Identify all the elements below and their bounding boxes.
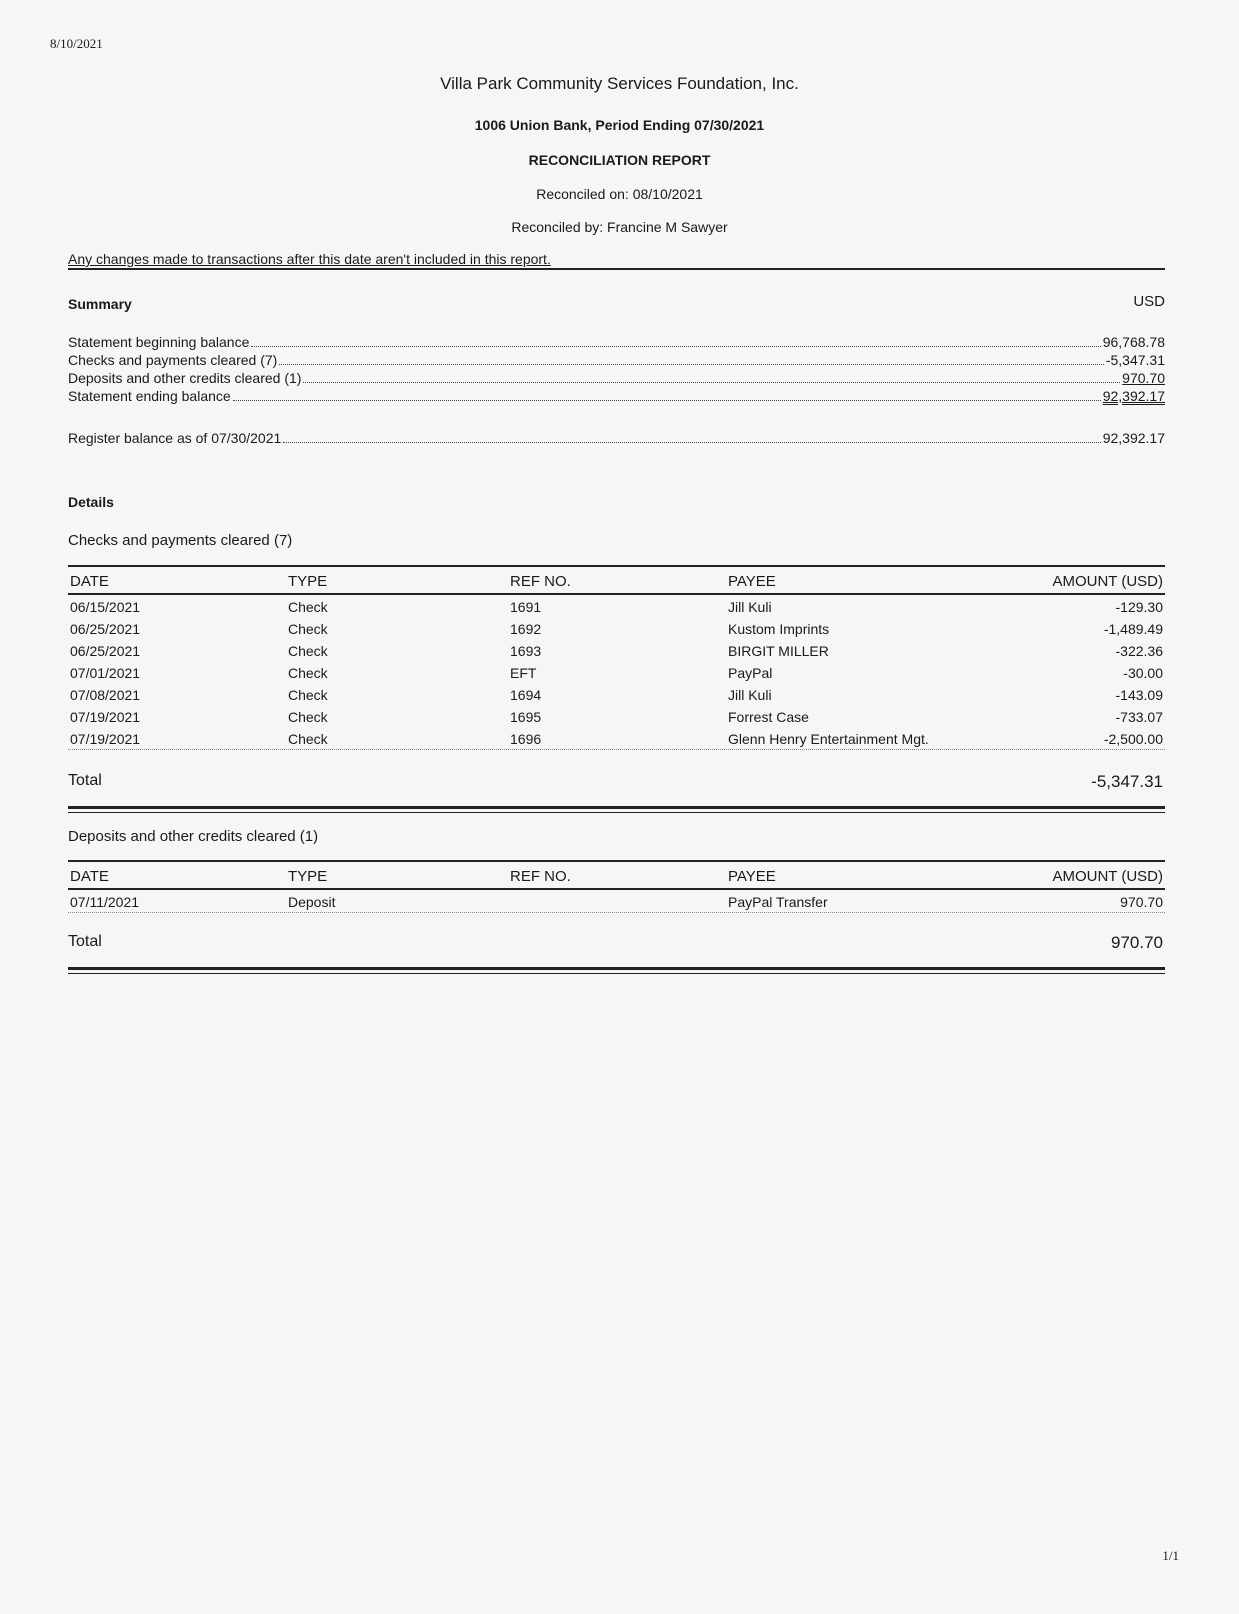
organization-name: Villa Park Community Services Foundation, Inc.	[440, 74, 799, 93]
table-row	[68, 595, 1165, 617]
dot-leader	[233, 400, 1101, 401]
table-row	[68, 727, 1165, 750]
summary-label: Register balance as of 07/30/2021	[68, 430, 282, 446]
cell-payee: PayPal Transfer	[728, 894, 828, 910]
col-type: TYPE	[288, 573, 328, 590]
cell-ref: 1692	[510, 621, 542, 637]
summary-row-register-balance	[68, 428, 1165, 446]
cell-date: 06/15/2021	[70, 599, 141, 615]
cell-date: 07/08/2021	[70, 687, 141, 703]
table-row	[68, 661, 1165, 683]
cell-payee: BIRGIT MILLER	[728, 643, 829, 659]
cell-ref: EFT	[510, 665, 537, 681]
col-payee: PAYEE	[728, 868, 776, 885]
col-payee: PAYEE	[728, 573, 776, 590]
summary-row-checks-cleared	[68, 350, 1165, 368]
reconciled-on: Reconciled on: 08/10/2021	[536, 186, 703, 202]
dot-leader	[279, 364, 1104, 365]
checks-total-row	[68, 772, 1165, 790]
cell-payee: Forrest Case	[728, 709, 809, 725]
cell-amount: -129.30	[1115, 599, 1163, 615]
total-amount: -5,347.31	[1091, 772, 1163, 791]
cell-ref: 1693	[510, 643, 542, 659]
summary-row-deposits-cleared	[68, 368, 1165, 386]
table-header	[68, 860, 1165, 890]
summary-row-beginning-balance	[68, 332, 1165, 350]
cell-ref: 1694	[510, 687, 542, 703]
table-row	[68, 617, 1165, 639]
cell-payee: Kustom Imprints	[728, 621, 830, 637]
summary-label: Deposits and other credits cleared (1)	[68, 370, 302, 386]
table-row	[68, 639, 1165, 661]
cell-amount: -30.00	[1123, 665, 1163, 681]
col-amount: AMOUNT (USD)	[1052, 573, 1163, 590]
summary-value: 92,392.17	[1102, 388, 1165, 404]
table-row	[68, 683, 1165, 705]
report-notice: Any changes made to transactions after this date aren't included in this report.	[68, 251, 551, 267]
cell-amount: -143.09	[1115, 687, 1163, 703]
cell-payee: Jill Kuli	[728, 687, 772, 703]
deposits-section-title: Deposits and other credits cleared (1)	[68, 828, 319, 845]
cell-type: Check	[288, 643, 328, 659]
cell-amount: -2,500.00	[1103, 731, 1163, 747]
dot-leader	[251, 346, 1100, 347]
total-label: Total	[68, 772, 102, 789]
cell-payee: Jill Kuli	[728, 599, 772, 615]
summary-value: 970.70	[1122, 370, 1165, 386]
report-title: RECONCILIATION REPORT	[528, 152, 711, 168]
reconciled-by: Reconciled by: Francine M Sawyer	[511, 219, 728, 235]
table-row	[68, 890, 1165, 913]
col-date: DATE	[70, 868, 109, 885]
total-label: Total	[68, 933, 102, 950]
summary-label: Checks and payments cleared (7)	[68, 352, 278, 368]
col-ref: REF NO.	[510, 868, 571, 885]
checks-table	[68, 565, 1165, 750]
deposits-total-divider	[68, 967, 1165, 974]
cell-ref: 1695	[510, 709, 542, 725]
cell-date: 07/11/2021	[70, 894, 140, 910]
col-amount: AMOUNT (USD)	[1052, 868, 1163, 885]
total-amount: 970.70	[1111, 933, 1163, 952]
col-type: TYPE	[288, 868, 328, 885]
summary-value: 92,392.17	[1102, 430, 1165, 446]
col-ref: REF NO.	[510, 573, 571, 590]
deposits-table	[68, 860, 1165, 913]
page-number: 1/1	[1162, 1548, 1179, 1563]
cell-ref: 1696	[510, 731, 542, 747]
currency-label: USD	[1133, 293, 1165, 310]
cell-type: Check	[288, 731, 328, 747]
dot-leader	[303, 382, 1120, 383]
cell-amount: -733.07	[1115, 709, 1163, 725]
header-divider	[68, 268, 1165, 270]
cell-payee: PayPal	[728, 665, 773, 681]
cell-type: Check	[288, 665, 328, 681]
summary-value: 96,768.78	[1102, 334, 1165, 350]
cell-ref: 1691	[510, 599, 542, 615]
summary-label: Statement beginning balance	[68, 334, 250, 350]
cell-type: Check	[288, 709, 328, 725]
print-date: 8/10/2021	[50, 36, 103, 51]
col-date: DATE	[70, 573, 109, 590]
summary-title: Summary	[68, 296, 132, 312]
cell-type: Check	[288, 599, 328, 615]
cell-amount: -1,489.49	[1103, 621, 1163, 637]
checks-section-title: Checks and payments cleared (7)	[68, 532, 293, 549]
summary-label: Statement ending balance	[68, 388, 231, 404]
deposits-total-row	[68, 933, 1165, 951]
dot-leader	[283, 442, 1100, 443]
checks-total-divider	[68, 806, 1165, 813]
cell-date: 07/19/2021	[70, 731, 141, 747]
cell-amount: -322.36	[1115, 643, 1163, 659]
summary-value: -5,347.31	[1105, 352, 1165, 368]
cell-type: Deposit	[288, 894, 336, 910]
cell-type: Check	[288, 621, 328, 637]
table-row	[68, 705, 1165, 727]
account-period: 1006 Union Bank, Period Ending 07/30/2021	[474, 117, 765, 133]
details-title: Details	[68, 494, 114, 510]
cell-date: 07/01/2021	[70, 665, 141, 681]
cell-date: 07/19/2021	[70, 709, 141, 725]
cell-type: Check	[288, 687, 328, 703]
table-header	[68, 565, 1165, 595]
cell-date: 06/25/2021	[70, 643, 141, 659]
cell-payee: Glenn Henry Entertainment Mgt.	[728, 731, 929, 747]
cell-date: 06/25/2021	[70, 621, 141, 637]
cell-amount: 970.70	[1120, 894, 1163, 910]
summary-row-ending-balance	[68, 386, 1165, 404]
